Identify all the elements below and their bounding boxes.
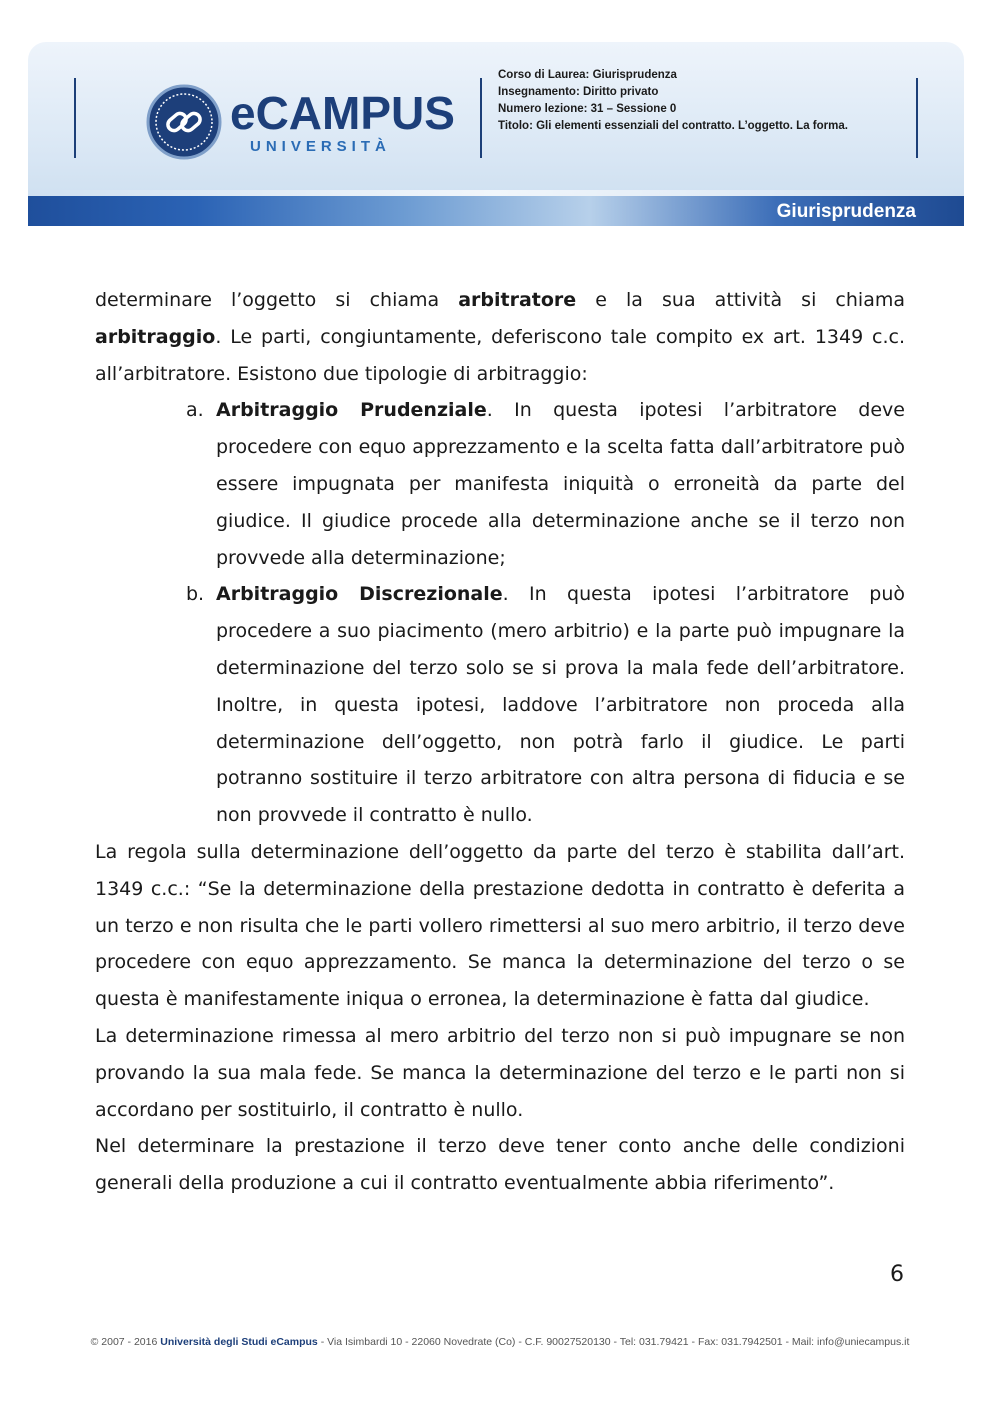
meta-lesson-number: Numero lezione: 31 – Sessione 0	[498, 103, 677, 115]
list-item-text: . In questa ipotesi l’arbitratore può procedere a suo piacimento (mero arbitrio) e la parte può impugnare la determinazione del terzo solo se si prova la mala fede dell’arbitratore. Inoltre, in questa ipotesi, laddove l’arbitratore non proceda alla determinazione dell’oggetto, non potrà farlo il giudice. Le parti potranno sostituire il terzo arbitratore con altra persona di fiducia e se non provvede il contratto è nullo.	[216, 583, 905, 827]
term-arbitraggio: arbitraggio	[95, 325, 216, 348]
footer-contacts: - Via Isimbardi 10 - 22060 Novedrate (Co) - C.F. 90027520130 - Tel: 031.79421 - Fax: 031.7942501 - Mail: info@uniecampus.it	[317, 1336, 910, 1348]
intro-text-2: e la sua attività si chiama	[576, 289, 905, 311]
footer-university: Università degli Studi eCampus	[160, 1336, 318, 1348]
document-body	[95, 282, 905, 1202]
brand-name: eCAMPUS	[230, 87, 455, 139]
body-paragraph: La determinazione rimessa al mero arbitrio del terzo non si può impugnare se non provando la sua mala fede. Se manca la determinazione del terzo e le parti non si accordano per sostituirlo, il contratto è nullo.	[95, 1024, 905, 1121]
intro-text-3: . Le parti, congiuntamente, deferiscono tale compito ex art. 1349 c.c. all’arbitratore. Esistono due tipologie di arbitraggio:	[95, 325, 905, 385]
list-item-title: Arbitraggio Prudenziale	[216, 399, 487, 422]
list-marker: a.	[186, 399, 204, 422]
header-banner	[28, 42, 964, 226]
middle-divider	[480, 78, 482, 158]
list-marker: b.	[186, 583, 205, 606]
footer	[0, 1336, 1000, 1348]
faculty-label: Giurisprudenza	[776, 201, 916, 222]
list-item	[186, 576, 905, 834]
footer-copyright: © 2007 - 2016	[90, 1336, 161, 1348]
list-item-text: . In questa ipotesi l’arbitratore deve procedere con equo apprezzamento e la scelta fatta dall’arbitratore può essere impugnata per manifesta iniquità o erroneità da parte del giudice. Il giudice procede alla determinazione anche se il terzo non provvede alla determinazione;	[216, 399, 905, 569]
page-number: 6	[890, 1262, 904, 1287]
list-item-title: Arbitraggio Discrezionale	[216, 583, 503, 606]
body-paragraph: Nel determinare la prestazione il terzo deve tener conto anche delle condizioni generali della produzione a cui il contratto eventualmente abbia riferimento”.	[95, 1135, 905, 1195]
intro-paragraph	[95, 282, 905, 392]
logo	[144, 82, 455, 172]
brand-subtitle: UNIVERSITÀ	[250, 138, 391, 155]
body-paragraph: La regola sulla determinazione dell’oggetto da parte del terzo è stabilita dall’art. 1349 c.c.: “Se la determinazione della prestazione dedotta in contratto è deferita a un terzo e non risulta che le parti vollero rimettersi al suo mero arbitrio, il terzo deve procedere con equo apprezzamento. Se manca la determinazione del terzo o se questa è manifestamente iniqua o erronea, la determinazione è fatta dal giudice.	[95, 840, 905, 1011]
lesson-meta	[498, 67, 848, 135]
ecampus-seal-icon	[144, 82, 224, 162]
meta-title: Titolo: Gli elementi essenziali del contratto. L’oggetto. La forma.	[498, 120, 848, 132]
term-arbitratore: arbitratore	[458, 289, 577, 311]
right-divider	[916, 78, 918, 158]
list-item	[186, 392, 905, 576]
meta-course: Corso di Laurea: Giurisprudenza	[498, 69, 677, 81]
left-divider	[74, 78, 76, 158]
arbitraggio-list	[95, 392, 905, 834]
meta-subject: Insegnamento: Diritto privato	[498, 86, 659, 98]
intro-text-1: determinare l’oggetto si chiama	[95, 289, 459, 311]
